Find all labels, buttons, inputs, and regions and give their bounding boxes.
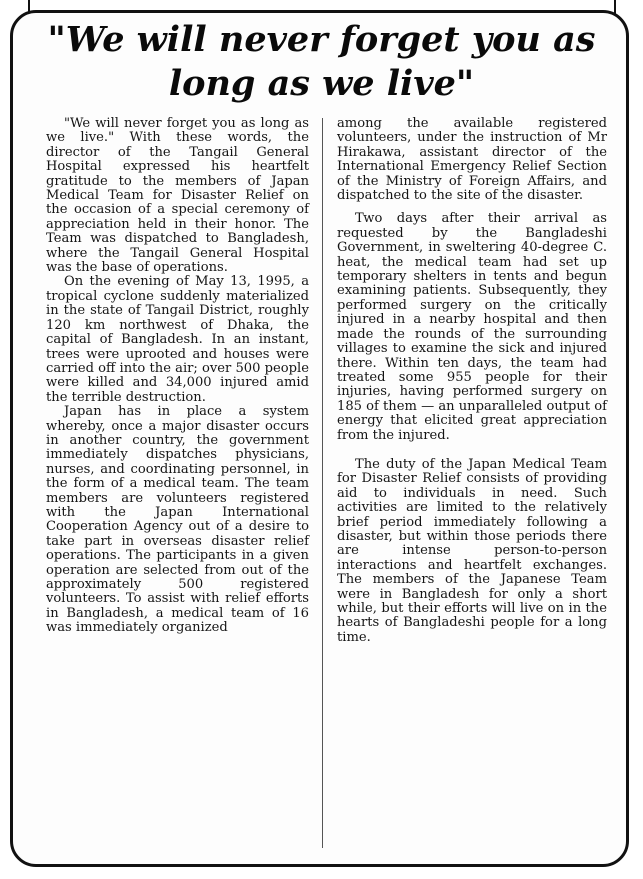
paragraph-cyclone: On the evening of May 13, 1995, a tropical cyclone suddenly materialized in the state of Tangail District, roughly 120 km northwest of Dhaka, the capital of Bangladesh. In an instant, trees were uprooted and houses were carried off into the air; over 500 people were killed and 34,000 injured amid the terrible destruction.: [46, 274, 309, 405]
paragraph-team-dispatch-continued: among the available registered volunteers, under the instruction of Mr Hirakawa, assistant director of the International Emergency Relief Section of the Ministry of Foreign Affairs, and dispatched to the site of the disaster.: [337, 116, 607, 204]
paragraph-team-duty: The duty of the Japan Medical Team for Disaster Relief consists of providing aid to individuals in need. Such activities are limited to the relatively brief period immediately following a disaster, but within those periods there are intense person-to-person interactions and heartfelt exchanges. The members of the Japanese Team were in Bangladesh for only a short while, but their efforts will live on in the hearts of Bangladeshi people for a long time.: [337, 456, 607, 645]
paragraph-medical-system: Japan has in place a system whereby, once a major disaster occurs in another country, the government immediately dispatches physicians, nurses, and coordinating personnel, in the form of a medical team. The team members are volunteers registered with the Japan International Cooperation Agency out of a desire to take part in overseas disaster relief operations. The participants in a given operation are selected from out of the approximately 500 registered volunteers. To assist with relief efforts in Bangladesh, a medical team of 16 was immediately organized: [46, 404, 309, 636]
paragraph-quote-intro: "We will never forget you as long as we live." With these words, the director of the Tangail General Hospital expressed his heartfelt gratitude to the members of Japan Medical Team for Disaster Relief on the occasion of a special ceremony of appreciation held in their honor. The Team was dispatched to Bangladesh, where the Tangail General Hospital was the base of operations.: [46, 116, 309, 276]
article-column-right: [337, 117, 607, 645]
article-column-left: [46, 117, 309, 636]
article-headline: "We will never forget you as long as we live": [47, 19, 596, 104]
paragraph-arrival-treatment: Two days after their arrival as requested by the Bangladeshi Government, in sweltering 40-degree C. heat, the medical team had set up temporary shelters in tents and begun examining patients. Subsequently, they performed surgery on the critically injured in a nearby hospital and then made the rounds of the surrounding villages to examine the sick and injured there. Within ten days, the team had treated some 955 people for their injuries, having performed surgery on 185 of them — an unparalleled output of energy that elicited great appreciation from the injured.: [337, 211, 607, 443]
column-divider: [322, 118, 323, 848]
